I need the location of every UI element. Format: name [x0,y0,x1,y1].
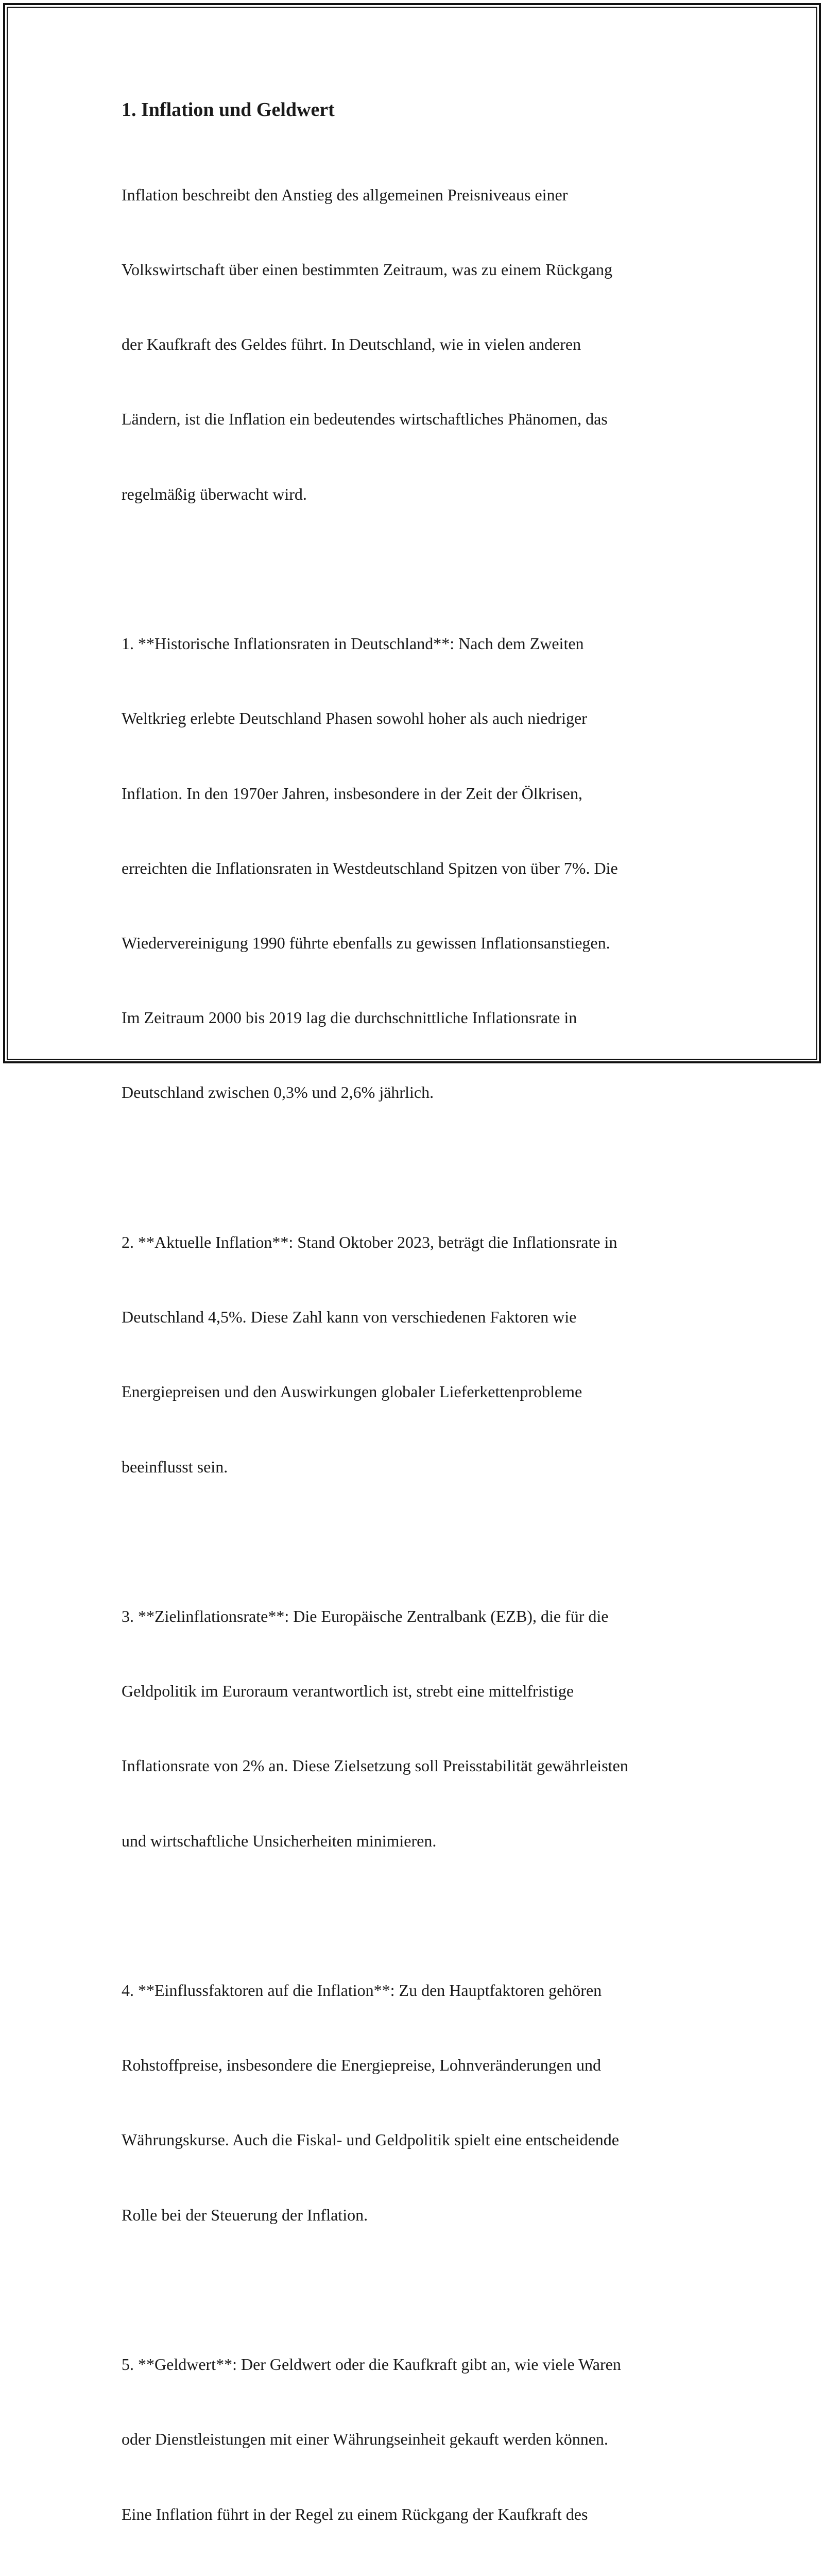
text-line: Rohstoffpreise, insbesondere die Energiepreise, Lohnveränderungen und [122,2056,601,2075]
paragraph-current-inflation [122,1180,709,1529]
text-line: 3. **Zielinflationsrate**: Die Europäische Zentralbank (EZB), die für die [122,1606,609,1625]
text-line: und wirtschaftliche Unsicherheiten minimieren. [122,1831,437,1850]
text-line: Rolle bei der Steuerung der Inflation. [122,2205,368,2224]
text-line: erreichten die Inflationsraten in Westdeutschland Spitzen von über 7%. Die [122,858,618,877]
text-line: Ländern, ist die Inflation ein bedeutendes wirtschaftliches Phänomen, das [122,410,608,429]
text-line: 5. **Geldwert**: Der Geldwert oder die Kaufkraft gibt an, wie viele Waren [122,2355,621,2374]
text-line: Eine Inflation führt in der Regel zu einem Rückgang der Kaufkraft des [122,2504,588,2523]
text-line: regelmäßig überwacht wird. [122,484,307,503]
paragraph-target-rate [122,1554,709,1903]
text-line: Geldpolitik im Euroraum verantwortlich ist, strebt eine mittelfristige [122,1682,574,1701]
text-line: Im Zeitraum 2000 bis 2019 lag die durchschnittliche Inflationsrate in [122,1008,577,1027]
text-line: Energiepreisen und den Auswirkungen globaler Lieferkettenprobleme [122,1382,582,1401]
text-line: Inflationsrate von 2% an. Diese Zielsetzung soll Preisstabilität gewährleisten [122,1756,628,1775]
text-line: 2. **Aktuelle Inflation**: Stand Oktober 2023, beträgt die Inflationsrate in [122,1232,617,1251]
text-line: Inflation beschreibt den Anstieg des allgemeinen Preisniveaus einer [122,185,568,204]
document-body [122,95,709,2576]
paragraph-spacer [122,2277,709,2302]
text-line: Weltkrieg erlebte Deutschland Phasen sowohl hoher als auch niedriger [122,709,587,728]
paragraph-influencing-factors [122,1928,709,2277]
text-line: Wiedervereinigung 1990 führte ebenfalls zu gewissen Inflationsanstiegen. [122,933,610,952]
text-line: der Kaufkraft des Geldes führt. In Deutschland, wie in vielen anderen [122,335,581,354]
text-line: 1. **Historische Inflationsraten in Deutschland**: Nach dem Zweiten [122,634,584,653]
text-line: Volkswirtschaft über einen bestimmten Zeitraum, was zu einem Rückgang [122,260,612,279]
paragraph-spacer [122,1155,709,1180]
paragraph-intro [122,132,709,556]
text-line: 4. **Einflussfaktoren auf die Inflation**: Zu den Hauptfaktoren gehören [122,1981,602,1999]
text-line: Währungskurse. Auch die Fiskal- und Geldpolitik spielt eine entscheidende [122,2130,619,2149]
text-line: oder Dienstleistungen mit einer Währungseinheit gekauft werden können. [122,2430,608,2449]
section-heading: 1. Inflation und Geldwert [122,99,335,121]
text-line: Deutschland 4,5%. Diese Zahl kann von verschiedenen Faktoren wie [122,1308,577,1327]
text-line: beeinflusst sein. [122,1457,228,1476]
text-line: Deutschland zwischen 0,3% und 2,6% jährlich. [122,1083,434,1102]
paragraph-spacer [122,1903,709,1928]
paragraph-money-value [122,2302,709,2576]
paragraph-historical-rates [122,581,709,1155]
paragraph-spacer [122,556,709,581]
text-line: Inflation. In den 1970er Jahren, insbesondere in der Zeit der Ölkrisen, [122,784,582,803]
paragraph-spacer [122,1529,709,1554]
